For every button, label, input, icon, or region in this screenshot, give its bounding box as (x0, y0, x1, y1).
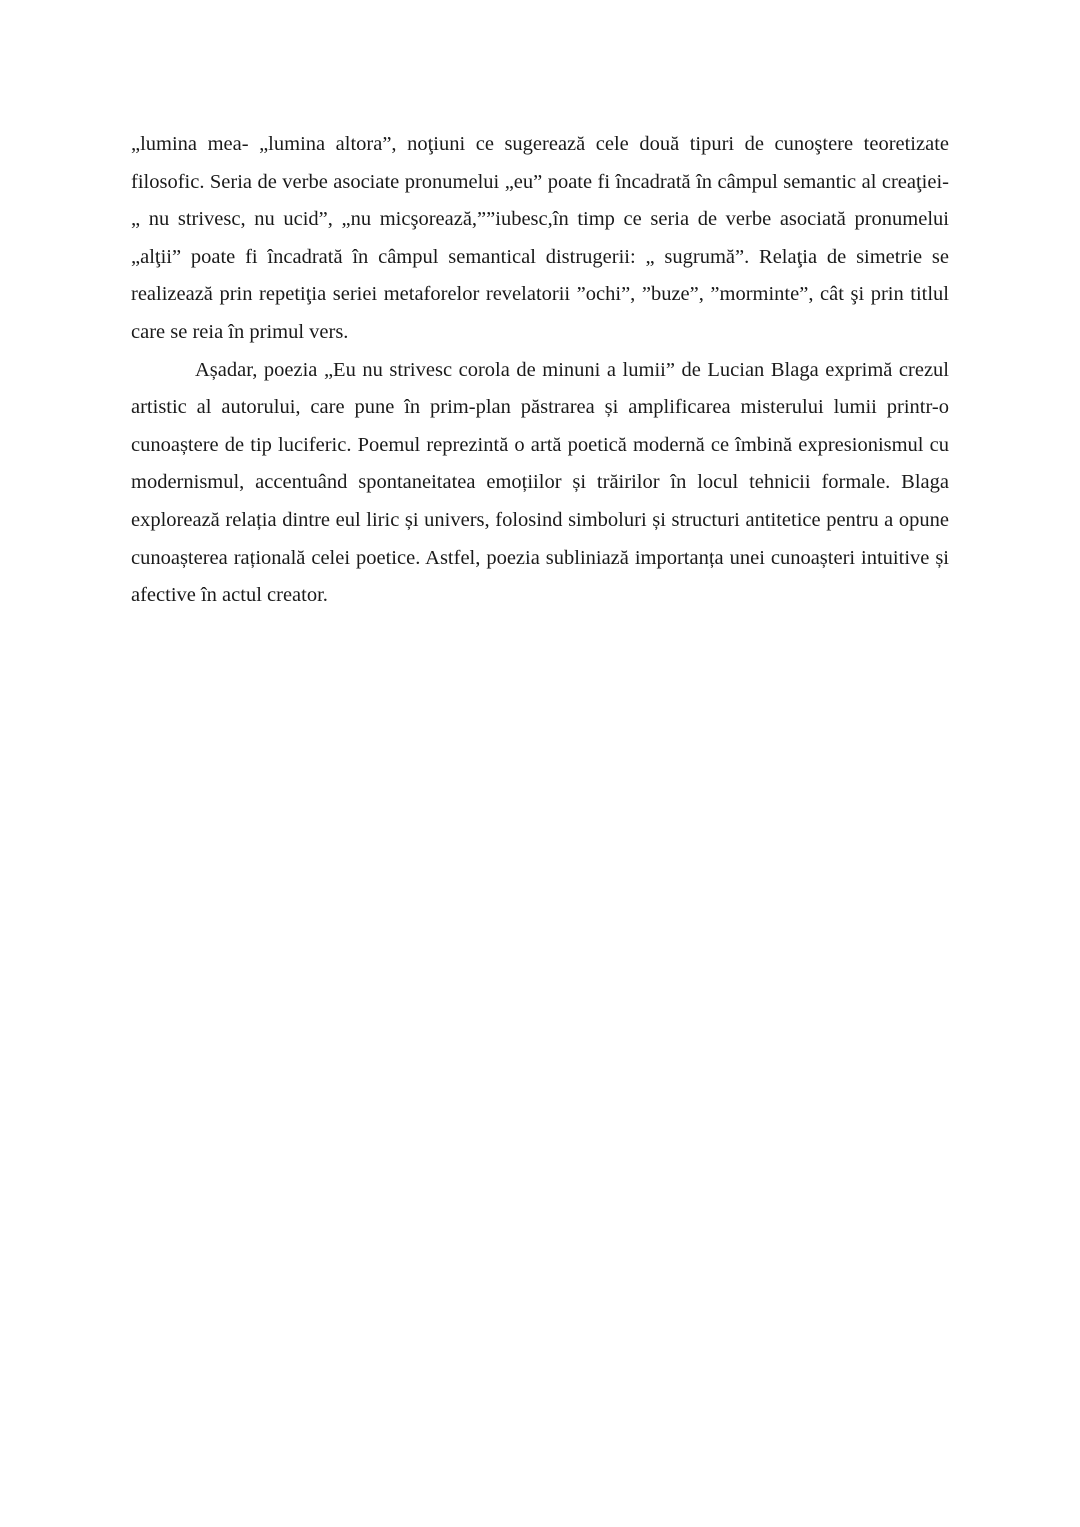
paragraph-conclusion: Așadar, poezia „Eu nu strivesc corola de minuni a lumii” de Lucian Blaga exprimă crezul artistic al autorului, care pune în prim-plan păstrarea și amplificarea misterului lumii printr-o cunoaștere de tip luciferic. Poemul reprezintă o artă poetică modernă ce îmbină expresionismul cu modernismul, accentuând spontaneitatea emoțiilor și trăirilor în locul tehnicii formale. Blaga explorează relația dintre eul liric și univers, folosind simboluri și structuri antitetice pentru a opune cunoașterea rațională celei poetice. Astfel, poezia subliniază importanța unei cunoașteri intuitive și afective în actul creator. (131, 358, 949, 607)
paragraph-continuation: „lumina mea- „lumina altora”, noţiuni ce sugerează cele două tipuri de cunoştere teoretizate filosofic. Seria de verbe asociate pronumelui „eu” poate fi încadrată în câmpul semantic al creaţiei- „ nu strivesc, nu ucid”, „nu micşorează,””iubesc,în timp ce seria de verbe asociată pronumelui „alţii” poate fi încadrată în câmpul semantical distrugerii: „ sugrumă”. Relaţia de simetrie se realizează prin repetiţia seriei metaforelor revelatorii ”ochi”, ”buze”, ”morminte”, cât şi prin titlul care se reia în primul vers. (131, 133, 949, 343)
document-body (131, 126, 949, 615)
